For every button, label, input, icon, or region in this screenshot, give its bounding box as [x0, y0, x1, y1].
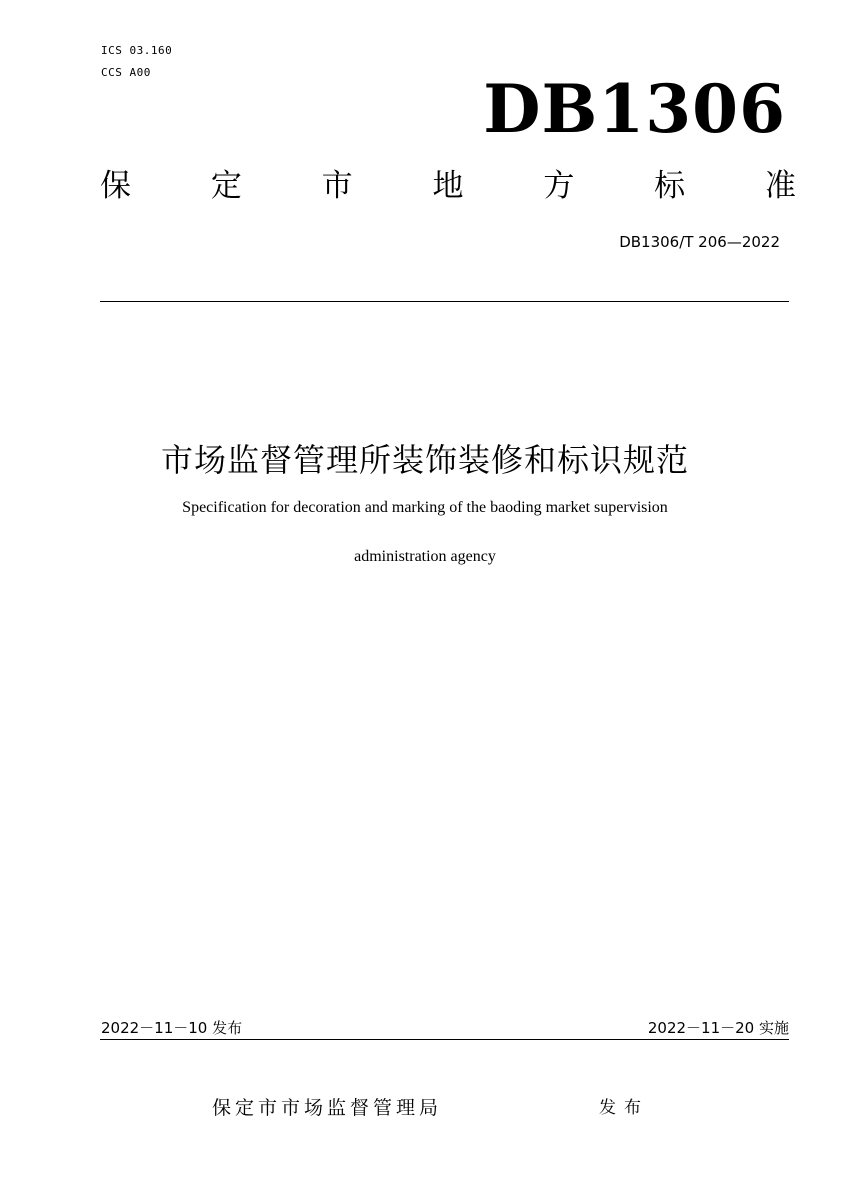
title-chinese: 市场监督管理所装饰装修和标识规范: [160, 441, 689, 479]
standard-number: DB1306/T 206—2022: [619, 233, 780, 251]
standard-type-char: 地: [432, 168, 464, 204]
title-english-line1: Specification for decoration and marking of the baoding market supervision: [182, 499, 668, 516]
ccs-code: CCS A00: [101, 66, 151, 79]
header-divider: [100, 301, 789, 302]
standard-type-char: 准: [764, 168, 796, 204]
standard-type-char: 市: [321, 168, 353, 204]
publish-date: 2022－11－10 发布: [101, 1019, 243, 1037]
standard-logo: DB1306: [483, 70, 786, 148]
standard-type: [100, 166, 796, 206]
standard-type-char: 方: [543, 168, 575, 204]
issue-action: 发布: [599, 1098, 649, 1118]
standard-type-char: 保: [100, 168, 131, 204]
footer-divider: [100, 1039, 789, 1040]
title-english-line2: administration agency: [354, 548, 496, 565]
standard-type-char: 标: [654, 168, 686, 204]
ics-code: ICS 03.160: [101, 44, 173, 57]
effective-date: 2022－11－20 实施: [647, 1019, 789, 1037]
issuing-authority: 保定市市场监督管理局: [212, 1097, 443, 1119]
standard-type-char: 定: [210, 168, 242, 204]
